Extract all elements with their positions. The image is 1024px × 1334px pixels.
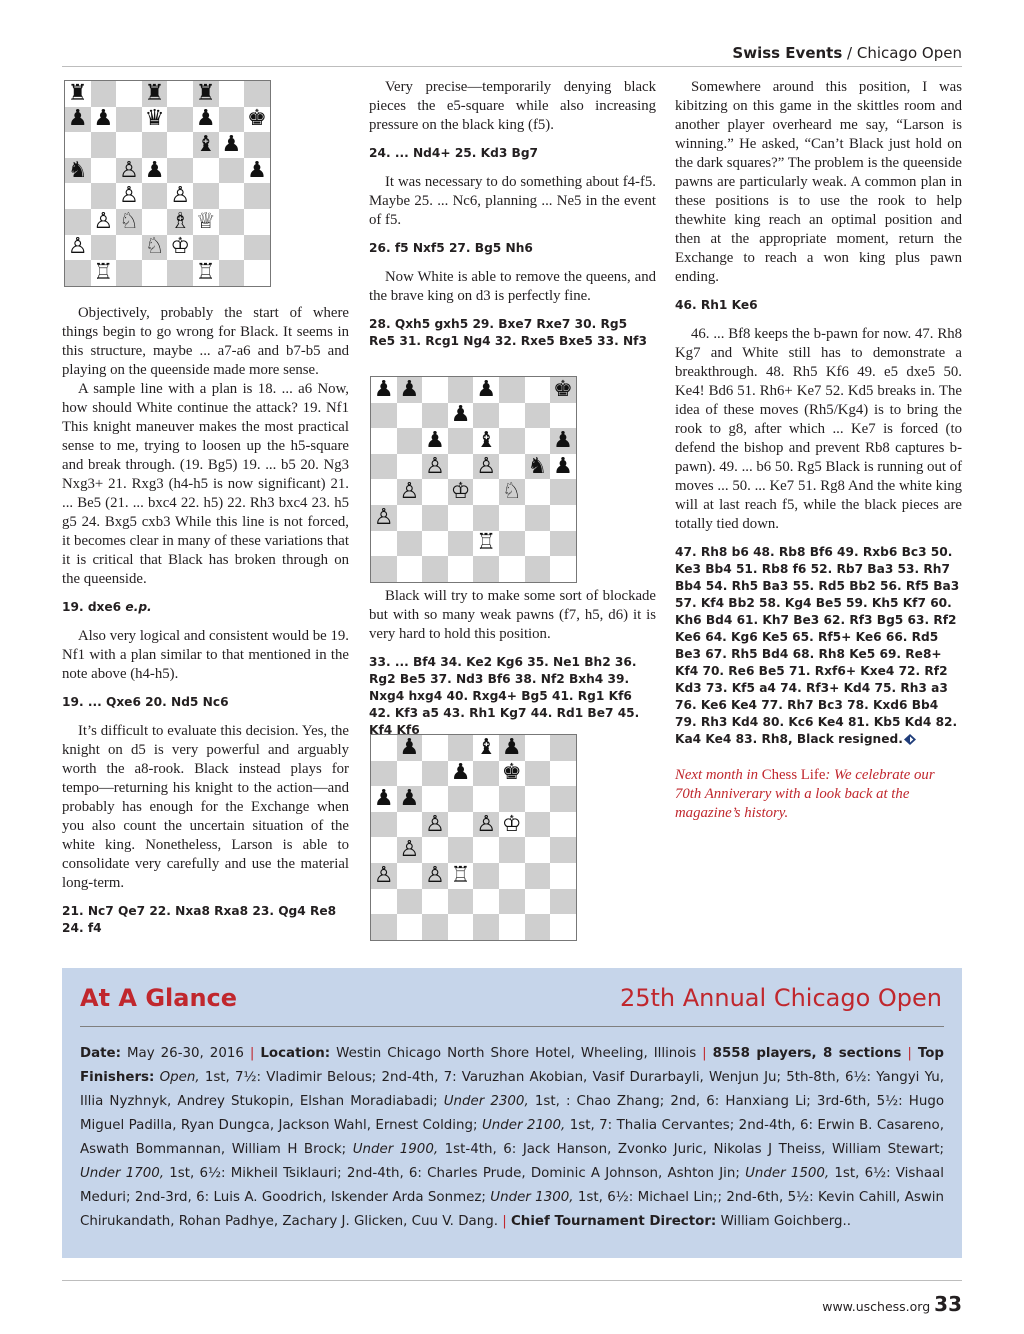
board-square [422, 761, 448, 787]
black-pawn-icon: ♟ [476, 376, 497, 402]
white-king-icon: ♔ [450, 479, 471, 505]
annotation-paragraph: It was necessary to do something about f4-f5. Maybe 25. ... Nc6, planning ... Ne5 in the event of f5. [369, 174, 656, 228]
board-square [525, 837, 551, 863]
board-square [422, 837, 448, 863]
board-square [550, 914, 576, 940]
board-square [550, 812, 576, 838]
board-square [550, 863, 576, 889]
white-pawn-icon: ♙ [93, 208, 114, 234]
board-square [525, 786, 551, 812]
annotation-paragraph: Very precise—temporarily denying black pieces the e5-square while also increasing pressure on the black king (f5). [369, 79, 656, 133]
magazine-name: Chess Life [761, 767, 826, 783]
move-text [62, 599, 349, 616]
white-king-icon: ♔ [501, 811, 522, 837]
move-text-main: 19. dxe6 [62, 600, 122, 614]
board-square [473, 914, 499, 940]
black-pawn-icon: ♟ [195, 106, 216, 132]
black-pawn-icon: ♟ [373, 376, 394, 402]
board-square [525, 863, 551, 889]
board-square [448, 914, 474, 940]
move-text: 19. ... Qxe6 20. Nd5 Nc6 [62, 695, 229, 709]
board-square [550, 889, 576, 915]
white-pawn-icon: ♙ [373, 504, 394, 530]
board-square [473, 786, 499, 812]
black-rook-icon: ♜ [195, 80, 216, 106]
black-pawn-icon: ♟ [144, 157, 165, 183]
black-pawn-icon: ♟ [399, 734, 420, 760]
board-square [499, 914, 525, 940]
black-king-icon: ♚ [501, 760, 522, 786]
board-square [397, 761, 423, 787]
white-rook-icon: ♖ [476, 530, 497, 556]
section-label: Under 1300, [490, 1190, 574, 1205]
next-month-teaser [675, 766, 962, 823]
black-pawn-icon: ♟ [553, 427, 573, 453]
move-text: 21. Nc7 Qe7 22. Nxa8 Rxa8 23. Qg4 Re8 24. f4 [62, 904, 337, 935]
diagram-space [62, 78, 349, 304]
glance-details [80, 1042, 944, 1234]
black-pawn-icon: ♟ [247, 157, 267, 183]
page-header [62, 44, 962, 66]
board-square [499, 786, 525, 812]
board-square [422, 786, 448, 812]
white-pawn-icon: ♙ [425, 862, 445, 888]
td-label: Chief Tournament Director: [510, 1214, 717, 1229]
footer-divider [62, 1280, 962, 1281]
white-pawn-icon: ♙ [67, 234, 88, 260]
annotation-paragraph: It’s difficult to evaluate this decision. Yes, the knight on d5 is very powerful and arguably worth the a8-rook. Black instead plays for tempo—returning his knight to the action—and probably has enough for the Exchange when you also count the uncertain situation of the white king. Nonetheless, Larson is able to consolidate very carefully and use the material long-term. [62, 723, 349, 891]
column-right [675, 78, 962, 823]
page-number: 33 [934, 1292, 962, 1316]
black-pawn-icon: ♟ [425, 427, 445, 453]
board-square [550, 837, 576, 863]
chess-diagram-3 [370, 734, 577, 941]
annotation-paragraph: Also very logical and consistent would be 19. Nf1 with a plan similar to that mentioned in the note above (h4-h5). [62, 628, 349, 682]
white-knight-icon: ♘ [119, 208, 139, 234]
section-results: 1st, 7: Thalia Cervantes; 2nd-4th, 6: Erwin B. Casareno, Aswath Bommannan, William H Brock; [80, 1118, 944, 1157]
section-name: Swiss Events [732, 44, 843, 62]
white-bishop-icon: ♗ [170, 208, 191, 234]
teaser-lead: Next month in [675, 767, 762, 783]
white-pawn-icon: ♙ [476, 811, 497, 837]
annotation-paragraph: A sample line with a plan is 18. ... a6 Now, how should White continue the attack? 19. Nf1 This knight maneuver makes the most practical sense to me, trying to loosen up the h5-square and break through. (19. Bg5) 19. ... b5 20. Ng3 Nxg3+ 21. Rxg3 (h4-h5 is now significant) 21. ... Be5 (21. ... bxc4 22. h5) 22. Rh3 bxc4 23. h5 g5 24. Bxg5 cxb3 While this line is not forced, it becomes clear in many of these variations that it is critical that Black has broken through on the queenside. [62, 381, 349, 587]
board-square [371, 761, 397, 787]
column-middle [369, 78, 656, 750]
section-results: 1st, 6½: Vishaal Meduri; 2nd-3rd, 6: Luis A. Goodrich, Iskender Arda Sonmez; [80, 1166, 944, 1205]
move-text: 24. ... Nd4+ 25. Kd3 Bg7 [369, 146, 539, 160]
black-pawn-icon: ♟ [399, 785, 420, 811]
finishers-label: Top Finishers: [80, 1046, 944, 1085]
board-square [473, 863, 499, 889]
board-square [422, 914, 448, 940]
board-square [448, 889, 474, 915]
black-bishop-icon: ♝ [476, 427, 497, 453]
white-pawn-icon: ♙ [170, 183, 191, 209]
location-value: Westin Chicago North Shore Hotel, Wheeling, Illinois [336, 1046, 697, 1061]
teaser-rest: : We celebrate our 70th Anniverary with a look back at the magazine’s history. [675, 767, 935, 821]
header-divider [62, 66, 962, 67]
board-square [525, 761, 551, 787]
black-rook-icon: ♜ [67, 80, 88, 106]
final-moves: 47. Rh8 b6 48. Rb8 Bf6 49. Rxb6 Bc3 50. Ke3 Bb4 51. Rb8 f6 52. Rb7 Ba3 53. Rh7 Bb4 54. Rh5 Ba3 55. Rd5 Bb2 56. Rf5 Ba3 57. Kf4 Bb2 58. Kg4 Be5 59. Kh5 Kf7 60. Kh6 Bd4 61. Kh7 Be3 62. Rf3 Bg5 63. Rf2 Ke6 64. Kg6 Ke5 65. Rf5+ Ke6 66. Rd5 Be3 67. Rh5 Bd4 68. Rh8 Ke5 69. Re8+ Kf4 70. Re6 Be5 71. Rxf6+ Kxe4 72. Rf2 Kd3 73. Kf5 a4 74. Rf3+ Kd4 75. Rh3 a3 76. Ke6 Ke4 77. Rh7 Bc3 78. Kxd6 Bb4 79. Rh3 Kd4 80. Kc6 Ke4 81. Kb5 Kd4 82. Ka4 Ke4 83. Rh8, Black resigned. [675, 545, 960, 746]
board-square [448, 837, 474, 863]
board-square [473, 837, 499, 863]
white-pawn-icon: ♙ [476, 453, 497, 479]
board-square [422, 889, 448, 915]
black-pawn-icon: ♟ [399, 376, 420, 402]
annotation-paragraph: Somewhere around this position, I was kibitzing on this game in the skittles room and another player overheard me say, “Larson is winning.” He asked, “Can’t Black just hold on the dark squares?” The problem is the queenside pawns are particularly weak. A common plan in these positions is to use the rook to help thewhite king reach an optimal position and then at the appropriate moment, return the Exchange to reach a won king plus pawn ending. [675, 79, 962, 285]
white-pawn-icon: ♙ [119, 183, 139, 209]
annotation-paragraph: Objectively, probably the start of where things begin to go wrong for Black. It seems in this structure, maybe ... a7-a6 and b7-b5 and playing on the queenside made more sense. [62, 305, 349, 378]
board-square [525, 812, 551, 838]
board-square [448, 812, 474, 838]
at-a-glance-box [62, 968, 962, 1258]
white-pawn-icon: ♙ [425, 811, 445, 837]
date-label: Date: [80, 1046, 121, 1061]
diagram-space [369, 361, 656, 587]
section-results: 1st, : Chao Zhang; 2nd, 6: Hanxiang Li; 3rd-6th, 5½: Hugo Miguel Padilla, Ryan Dungca, Jackson Wahl, Ernest Colding; [80, 1094, 945, 1133]
section-results: 1st, 6½: Mikheil Tsiklauri; 2nd-4th, 6: Charles Prude, Dominic A Johnson, Ashton Jin; [169, 1166, 740, 1181]
black-king-icon: ♚ [247, 106, 267, 132]
white-knight-icon: ♘ [501, 479, 522, 505]
black-pawn-icon: ♟ [93, 106, 114, 132]
board-square [371, 889, 397, 915]
separator: | [696, 1046, 713, 1061]
board-square [499, 889, 525, 915]
black-bishop-icon: ♝ [476, 734, 497, 760]
black-bishop-icon: ♝ [195, 131, 216, 157]
section-label: Under 1700, [80, 1166, 165, 1181]
board-square [473, 889, 499, 915]
section-label: Under 2300, [443, 1094, 529, 1109]
td-name: William Goichberg.. [720, 1214, 852, 1229]
annotation-paragraph: Now White is able to remove the queens, and the brave king on d3 is perfectly fine. [369, 269, 656, 304]
section-results: 1st-4th, 6: Jack Hanson, Zvonko Juric, Nikolas J Theiss, William Stewart; [444, 1142, 944, 1157]
separator: | [497, 1214, 511, 1229]
section-results: 1st, 7½: Vladimir Belous; 2nd-4th, 7: Varuzhan Akobian, Vasif Durarbayli, Wenjun Ju; 5th-8th, 6½: Yangyi Yu, Illia Nyzhnyk, Andrey Stukopin, Elshan Moradiabadi; [80, 1070, 944, 1109]
separator: | [901, 1046, 918, 1061]
en-passant-note: e.p. [125, 600, 152, 614]
section-label: Under 1900, [352, 1142, 439, 1157]
black-pawn-icon: ♟ [450, 402, 471, 428]
white-knight-icon: ♘ [144, 234, 165, 260]
annotation-paragraph: 46. ... Bf8 keeps the b-pawn for now. 47. Rh8 Kg7 and White still has to demonstrate a breakthrough. 48. Rh5 Kf6 49. e5 dxe5 50. Ke4! Bd6 51. Rh6+ Ke7 52. Kd5 breaks in. The idea of these moves (Rh5/Kg4) is to bring the rook to g8, after which ... Ke7 is forced (to defend the bishop and prevent Rb8 captures b-pawn). 49. ... b6 50. Rg5 Black is running out of moves ... 50. ... Ke7 51. Rg8 And the white king will at last reach f5, while the black pieces are totally tied down. [675, 326, 962, 532]
glance-divider [80, 1026, 944, 1027]
black-rook-icon: ♜ [144, 80, 165, 106]
board-square [371, 837, 397, 863]
section-label: Under 1500, [745, 1166, 830, 1181]
board-square [371, 812, 397, 838]
board-square [371, 914, 397, 940]
glance-title: At A Glance [80, 984, 238, 1012]
separator: | [243, 1046, 261, 1061]
board-square [499, 837, 525, 863]
black-queen-icon: ♛ [144, 106, 165, 132]
black-pawn-icon: ♟ [373, 785, 394, 811]
white-pawn-icon: ♙ [399, 479, 420, 505]
board-square [499, 863, 525, 889]
page-footer [822, 1292, 962, 1316]
white-queen-icon: ♕ [195, 208, 216, 234]
white-pawn-icon: ♙ [373, 862, 394, 888]
event-name: Chicago Open [856, 44, 962, 62]
board-square [397, 889, 423, 915]
section-label: Under 2100, [481, 1118, 566, 1133]
location-label: Location: [260, 1046, 331, 1061]
board-square [525, 889, 551, 915]
black-knight-icon: ♞ [527, 453, 548, 479]
section-results: 1st, 6½: Michael Lin;; 2nd-6th, 5½: Kevin Cahill, Aswin Chirukandath, Rohan Padhye, Zachary J. Glicken, Cuu V. Dang. [80, 1190, 944, 1229]
move-text: 26. f5 Nxf5 27. Bg5 Nh6 [369, 241, 533, 255]
white-king-icon: ♔ [170, 234, 191, 260]
glance-subtitle: 25th Annual Chicago Open [619, 984, 942, 1012]
board-square [525, 914, 551, 940]
white-pawn-icon: ♙ [119, 157, 139, 183]
white-pawn-icon: ♙ [399, 837, 420, 863]
move-text: 46. Rh1 Ke6 [675, 298, 758, 312]
section-label: Open, [159, 1070, 200, 1085]
board-square [448, 786, 474, 812]
board-square [473, 761, 499, 787]
board-square [550, 786, 576, 812]
date-value: May 26-30, 2016 [126, 1046, 244, 1061]
black-pawn-icon: ♟ [553, 453, 573, 479]
black-knight-icon: ♞ [67, 157, 88, 183]
board-square [550, 761, 576, 787]
move-text: 28. Qxh5 gxh5 29. Bxe7 Rxe7 30. Rg5 Re5 31. Rcg1 Ng4 32. Rxe5 Bxe5 33. Nf3 [369, 317, 647, 348]
black-pawn-icon: ♟ [67, 106, 88, 132]
end-mark-icon [904, 734, 916, 745]
black-pawn-icon: ♟ [450, 760, 471, 786]
white-rook-icon: ♖ [450, 862, 471, 888]
move-text: 33. ... Bf4 34. Ke2 Kg6 35. Ne1 Bh2 36. Rg2 Be5 37. Nd3 Bf6 38. Nf2 Bxh4 39. Nxg4 hxg4 40. Rxg4+ Bg5 41. Rg1 Kf6 42. Kf3 a5 43. Rh1 Kg7 44. Rd1 Be7 45. Kf4 Kf6 [369, 655, 640, 737]
board-square [397, 863, 423, 889]
board-square [397, 914, 423, 940]
black-pawn-icon: ♟ [501, 734, 522, 760]
website-url: www.uschess.org [822, 1299, 931, 1314]
white-pawn-icon: ♙ [425, 453, 445, 479]
black-pawn-icon: ♟ [221, 131, 242, 157]
black-king-icon: ♚ [553, 376, 573, 402]
header-separator: / [842, 44, 857, 62]
white-rook-icon: ♖ [195, 259, 216, 285]
board-square [397, 812, 423, 838]
white-rook-icon: ♖ [93, 259, 114, 285]
move-text [675, 544, 962, 748]
column-left [62, 78, 349, 948]
players-count: 8558 players, 8 sections [712, 1046, 902, 1061]
annotation-paragraph: Black will try to make some sort of blockade but with so many weak pawns (f7, h5, d6) it is very hard to hold this position. [369, 588, 656, 642]
